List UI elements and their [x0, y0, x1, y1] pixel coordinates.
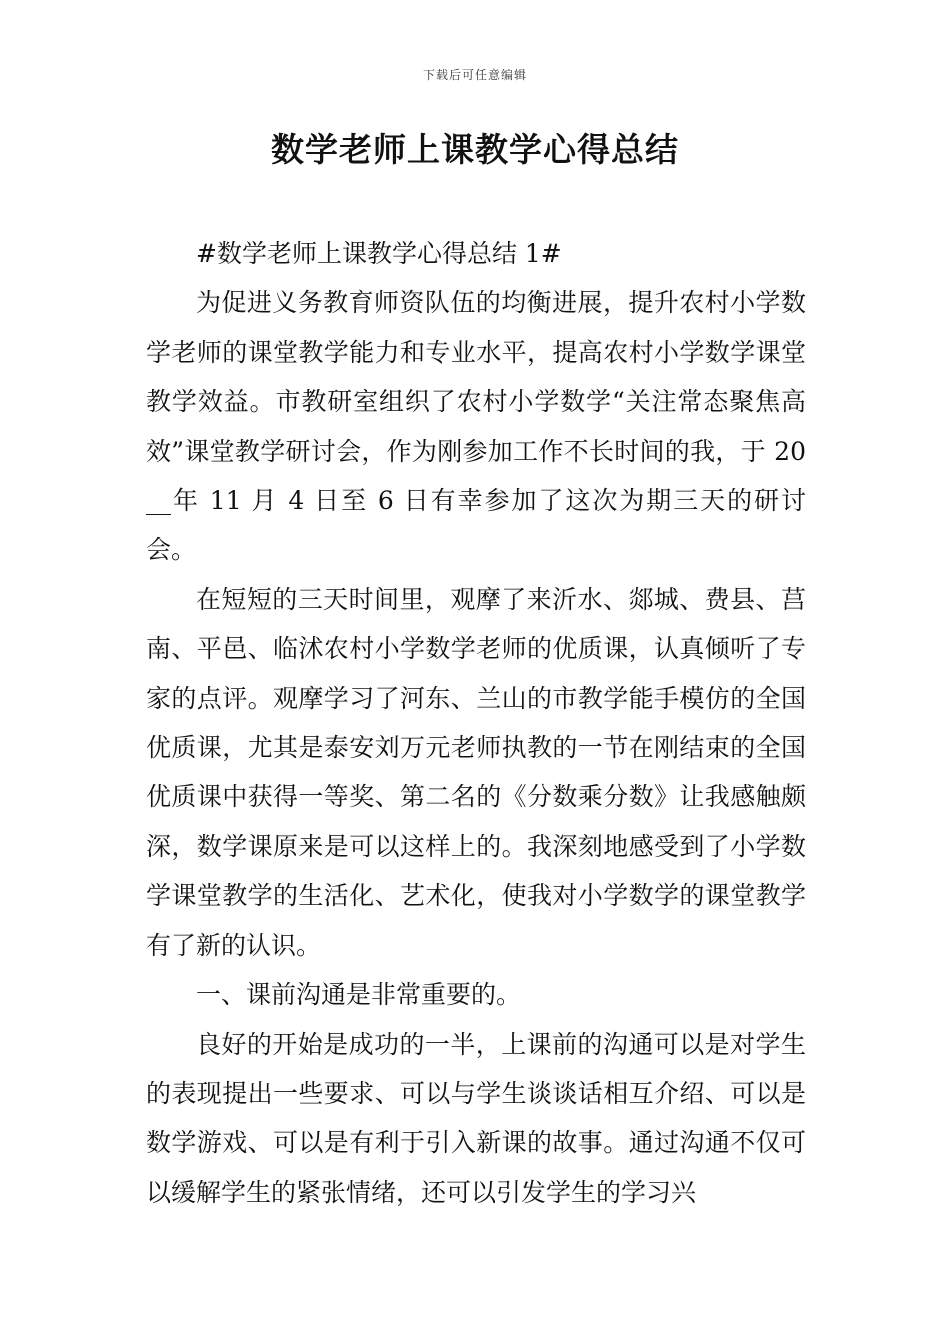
header-note: 下载后可任意编辑	[422, 68, 527, 82]
paragraph: 在短短的三天时间里，观摩了来沂水、郯城、费县、莒南、平邑、临沭农村小学数学老师的优质课，认真倾听了专家的点评。观摩学习了河东、兰山的市教学能手模仿的全国优质课，尤其是泰安刘万元老师执教的一节在刚结束的全国优质课中获得一等奖、第二名的《分数乘分数》让我感触颇深，数学课原来是可以这样上的。我深刻地感受到了小学数学课堂教学的生活化、艺术化，使我对小学数学的课堂教学有了新的认识。	[146, 584, 806, 960]
section-heading: #数学老师上课教学心得总结 1#	[196, 239, 562, 268]
document-body	[146, 229, 806, 1217]
paragraph: 良好的开始是成功的一半，上课前的沟通可以是对学生的表现提出一些要求、可以与学生谈谈话相互介绍、可以是数学游戏、可以是有利于引入新课的故事。通过沟通不仅可以缓解学生的紧张情绪，还可以引发学生的学习兴	[146, 1029, 806, 1207]
paragraph: 为促进义务教育师资队伍的均衡进展，提升农村小学数学老师的课堂教学能力和专业水平，提高农村小学数学课堂教学效益。市教研室组织了农村小学数学“关注常态聚焦高效”课堂教学研讨会，作为刚参加工作不长时间的我，于 20__年 11 月 4 日至 6 日有幸参加了这次为期三天的研讨会。	[146, 288, 806, 565]
document-title: 数学老师上课教学心得总结	[271, 130, 679, 169]
subheading: 一、课前沟通是非常重要的。	[196, 980, 522, 1010]
